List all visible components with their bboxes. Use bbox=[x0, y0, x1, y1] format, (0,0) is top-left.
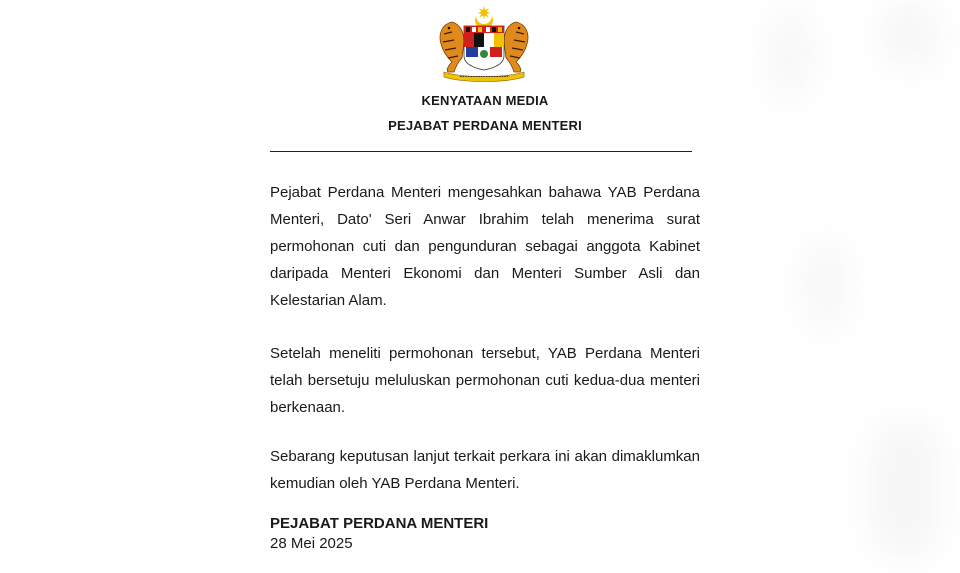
signature-office: PEJABAT PERDANA MENTERI bbox=[270, 515, 489, 532]
background-smudge bbox=[870, 420, 940, 560]
paragraph-line: Pejabat Perdana Menteri mengesahkan bahawa YAB Perdana bbox=[270, 184, 700, 201]
header-divider bbox=[270, 151, 692, 152]
paragraph-line: Kelestarian Alam. bbox=[270, 292, 387, 309]
background-smudge bbox=[880, 0, 940, 70]
background-smudge bbox=[805, 240, 845, 330]
malaysia-coat-of-arms-icon bbox=[432, 6, 536, 84]
paragraph-line: Setelah meneliti permohonan tersebut, YAB Perdana Menteri bbox=[270, 345, 700, 362]
issuing-office-heading: PEJABAT PERDANA MENTERI bbox=[388, 118, 582, 133]
signature-date: 28 Mei 2025 bbox=[270, 535, 353, 552]
body-paragraph-3 bbox=[270, 443, 700, 497]
paragraph-line: Sebarang keputusan lanjut terkait perkara ini akan dimaklumkan bbox=[270, 448, 700, 465]
paragraph-line: kemudian oleh YAB Perdana Menteri. bbox=[270, 475, 520, 492]
body-paragraph-2 bbox=[270, 340, 700, 421]
paragraph-line: berkenaan. bbox=[270, 399, 346, 416]
paragraph-line: Menteri, Dato' Seri Anwar Ibrahim telah menerima surat bbox=[270, 211, 700, 228]
body-paragraph-1 bbox=[270, 179, 700, 314]
background-smudge bbox=[770, 10, 810, 100]
paragraph-line: permohonan cuti dan pengunduran sebagai anggota Kabinet bbox=[270, 238, 700, 255]
document-title: KENYATAAN MEDIA bbox=[421, 93, 549, 108]
paragraph-line: daripada Menteri Ekonomi dan Menteri Sumber Asli dan bbox=[270, 265, 700, 282]
paragraph-line: telah bersetuju meluluskan permohonan cuti kedua-dua menteri bbox=[270, 372, 700, 389]
